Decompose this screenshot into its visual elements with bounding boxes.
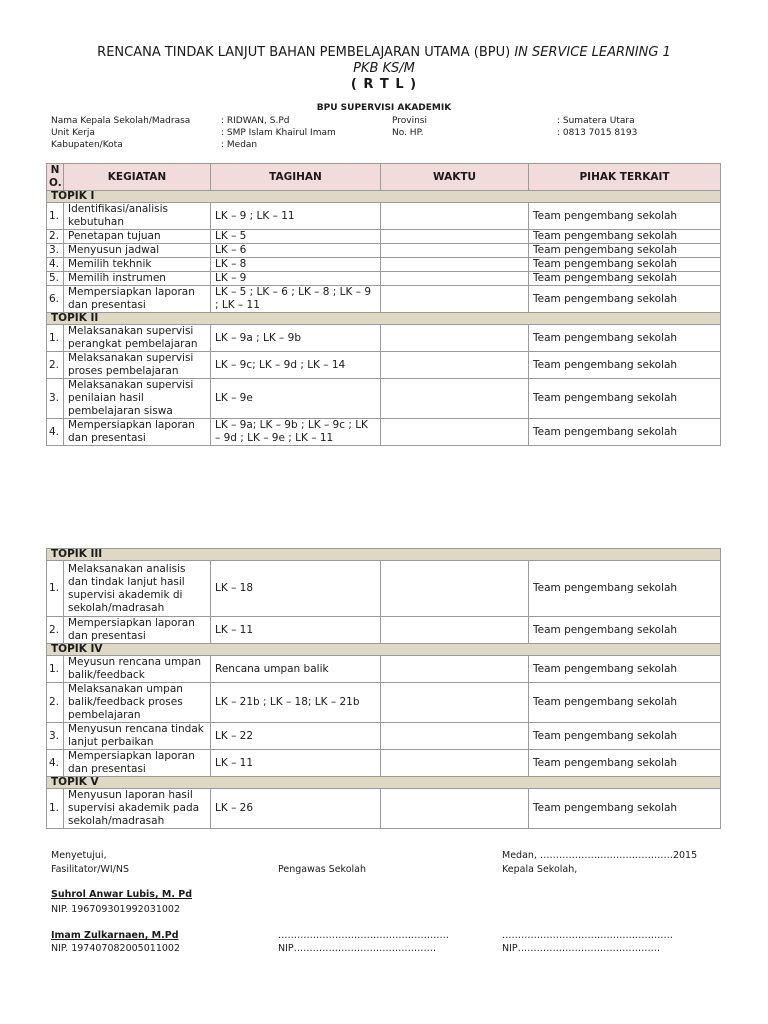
table-row [47, 561, 721, 617]
table-row [47, 617, 721, 644]
cell-kegiatan: Memilih instrumen [64, 272, 211, 286]
cell-no: 3. [47, 244, 64, 258]
title-line3: ( R T L ) [350, 77, 418, 92]
cell-waktu [381, 617, 529, 644]
cell-pihak: Team pengembang sekolah [529, 379, 721, 419]
table-row [47, 352, 721, 379]
signatory-name-2: Imam Zulkarnaen, M.Pd [51, 930, 179, 941]
cell-pihak: Team pengembang sekolah [529, 244, 721, 258]
cell-tagihan: LK – 11 [211, 750, 381, 777]
cell-tagihan: LK – 9a ; LK – 9b [211, 325, 381, 352]
cell-pihak: Team pengembang sekolah [529, 286, 721, 313]
cell-waktu [381, 379, 529, 419]
cell-tagihan: LK – 5 ; LK – 6 ; LK – 8 ; LK – 9 ; LK – 11 [211, 286, 381, 313]
cell-waktu [381, 750, 529, 777]
table-row [47, 789, 721, 829]
cell-tagihan: LK – 6 [211, 244, 381, 258]
header-no: N O. [47, 164, 64, 191]
cell-no: 1. [47, 203, 64, 230]
cell-tagihan: Rencana umpan balik [211, 656, 381, 683]
cell-waktu [381, 203, 529, 230]
pengawas-nip-line: NIP……………………………………… [278, 943, 437, 954]
cell-no: 4. [47, 419, 64, 446]
cell-no: 4. [47, 258, 64, 272]
cell-no: 3. [47, 723, 64, 750]
fasilitator-label: Fasilitator/WI/NS [51, 864, 130, 875]
table-header-row [47, 164, 721, 191]
info-labels-right [392, 115, 427, 139]
cell-waktu [381, 286, 529, 313]
cell-no: 5. [47, 272, 64, 286]
pengawas-label: Pengawas Sekolah [278, 864, 367, 875]
info-values-left [221, 115, 336, 151]
table-row [47, 286, 721, 313]
cell-kegiatan: Meyusun rencana umpan balik/feedback [64, 656, 211, 683]
prov-label: Provinsi [392, 116, 427, 126]
table-row [47, 750, 721, 777]
cell-pihak: Team pengembang sekolah [529, 325, 721, 352]
prov-value: : Sumatera Utara [557, 116, 635, 126]
table-row [47, 683, 721, 723]
menyetujui-label: Menyetujui, [51, 850, 107, 861]
cell-pihak: Team pengembang sekolah [529, 258, 721, 272]
cell-pihak: Team pengembang sekolah [529, 656, 721, 683]
cell-tagihan: LK – 9 [211, 272, 381, 286]
topic-row [47, 777, 721, 789]
hp-label: No. HP. [392, 128, 424, 138]
cell-tagihan: LK – 5 [211, 230, 381, 244]
cell-pihak: Team pengembang sekolah [529, 723, 721, 750]
cell-tagihan: LK – 9a; LK – 9b ; LK – 9c ; LK – 9d ; LK – 9e ; LK – 11 [211, 419, 381, 446]
cell-no: 2. [47, 230, 64, 244]
cell-kegiatan: Menyusun jadwal [64, 244, 211, 258]
cell-waktu [381, 244, 529, 258]
topic-row [47, 644, 721, 656]
cell-no: 1. [47, 656, 64, 683]
cell-no: 6. [47, 286, 64, 313]
cell-pihak: Team pengembang sekolah [529, 419, 721, 446]
cell-kegiatan: Menyusun rencana tindak lanjut perbaikan [64, 723, 211, 750]
cell-no: 3. [47, 379, 64, 419]
document-title [0, 45, 768, 61]
cell-kegiatan: Mempersiapkan laporan dan presentasi [64, 286, 211, 313]
cell-no: 4. [47, 750, 64, 777]
cell-no: 2. [47, 683, 64, 723]
cell-pihak: Team pengembang sekolah [529, 203, 721, 230]
info-values-right [557, 115, 637, 139]
table-row [47, 203, 721, 230]
cell-waktu [381, 789, 529, 829]
cell-pihak: Team pengembang sekolah [529, 272, 721, 286]
cell-tagihan: LK – 18 [211, 561, 381, 617]
cell-pihak: Team pengembang sekolah [529, 683, 721, 723]
rtl-table-part1 [46, 163, 721, 446]
kepala-value: : RIDWAN, S.Pd [221, 116, 290, 126]
topic-row [47, 549, 721, 561]
table-row [47, 419, 721, 446]
table-row [47, 723, 721, 750]
table-row [47, 230, 721, 244]
topic-row [47, 191, 721, 203]
cell-tagihan: LK – 11 [211, 617, 381, 644]
kepala-label: Nama Kepala Sekolah/Madrasa [51, 116, 191, 126]
signatory-nip-1: NIP. 196709301992031002 [51, 904, 180, 915]
medan-date: Medan, ……………………………………2015 [502, 850, 698, 861]
cell-tagihan: LK – 22 [211, 723, 381, 750]
table-row [47, 244, 721, 258]
title-italic: IN SERVICE LEARNING 1 [514, 45, 671, 60]
cell-waktu [381, 325, 529, 352]
table-row [47, 325, 721, 352]
signatory-name-1: Suhrol Anwar Lubis, M. Pd [51, 889, 193, 900]
cell-kegiatan: Memilih tekhnik [64, 258, 211, 272]
kab-value: : Medan [221, 140, 258, 150]
cell-kegiatan: Penetapan tujuan [64, 230, 211, 244]
table-row [47, 379, 721, 419]
cell-tagihan: LK – 9c; LK – 9d ; LK – 14 [211, 352, 381, 379]
cell-tagihan: LK – 8 [211, 258, 381, 272]
cell-kegiatan: Identifikasi/analisis kebutuhan [64, 203, 211, 230]
topic-label: TOPIK V [47, 777, 721, 789]
cell-pihak: Team pengembang sekolah [529, 230, 721, 244]
cell-kegiatan: Melaksanakan supervisi perangkat pembelajaran [64, 325, 211, 352]
cell-tagihan: LK – 26 [211, 789, 381, 829]
cell-no: 1. [47, 561, 64, 617]
cell-kegiatan: Mempersiapkan laporan dan presentasi [64, 617, 211, 644]
signatory-nip-2: NIP. 197407082005011002 [51, 943, 180, 954]
header-pihak: PIHAK TERKAIT [529, 164, 721, 191]
cell-kegiatan: Melaksanakan supervisi penilaian hasil pembelajaran siswa [64, 379, 211, 419]
cell-no: 2. [47, 352, 64, 379]
cell-kegiatan: Mempersiapkan laporan dan presentasi [64, 419, 211, 446]
rtl-table-part2 [46, 548, 721, 829]
topic-label: TOPIK IV [47, 644, 721, 656]
unit-label: Unit Kerja [51, 128, 95, 138]
kab-label: Kabupaten/Kota [51, 140, 123, 150]
cell-pihak: Team pengembang sekolah [529, 789, 721, 829]
header-tagihan: TAGIHAN [211, 164, 381, 191]
cell-pihak: Team pengembang sekolah [529, 750, 721, 777]
kepala-name-line: ……………………………………………… [502, 930, 673, 941]
unit-value: : SMP Islam Khairul Imam [221, 128, 336, 138]
table-row [47, 656, 721, 683]
cell-waktu [381, 352, 529, 379]
cell-no: 2. [47, 617, 64, 644]
cell-waktu [381, 561, 529, 617]
cell-no: 1. [47, 789, 64, 829]
cell-pihak: Team pengembang sekolah [529, 352, 721, 379]
cell-kegiatan: Melaksanakan umpan balik/feedback proses pembelajaran [64, 683, 211, 723]
kepala-sekolah-label: Kepala Sekolah, [502, 864, 578, 875]
topic-row [47, 313, 721, 325]
pengawas-name-line: ……………………………………………… [278, 930, 449, 941]
cell-waktu [381, 419, 529, 446]
cell-tagihan: LK – 9 ; LK – 11 [211, 203, 381, 230]
cell-tagihan: LK – 9e [211, 379, 381, 419]
kepala-nip-line: NIP……………………………………… [502, 943, 661, 954]
cell-waktu [381, 723, 529, 750]
title-line2: PKB KS/M [353, 61, 415, 76]
cell-tagihan: LK – 21b ; LK – 18; LK – 21b [211, 683, 381, 723]
cell-waktu [381, 272, 529, 286]
header-kegiatan: KEGIATAN [64, 164, 211, 191]
table-row [47, 272, 721, 286]
cell-pihak: Team pengembang sekolah [529, 561, 721, 617]
table-row [47, 258, 721, 272]
cell-kegiatan: Mempersiapkan laporan dan presentasi [64, 750, 211, 777]
cell-pihak: Team pengembang sekolah [529, 617, 721, 644]
header-waktu: WAKTU [381, 164, 529, 191]
subtitle: BPU SUPERVISI AKADEMIK [316, 103, 452, 113]
cell-waktu [381, 683, 529, 723]
cell-waktu [381, 258, 529, 272]
title-main: RENCANA TINDAK LANJUT BAHAN PEMBELAJARAN UTAMA (BPU) [97, 45, 511, 60]
cell-kegiatan: Melaksanakan supervisi proses pembelajaran [64, 352, 211, 379]
hp-value: : 0813 7015 8193 [557, 128, 638, 138]
topic-label: TOPIK I [47, 191, 721, 203]
cell-kegiatan: Menyusun laporan hasil supervisi akademik pada sekolah/madrasah [64, 789, 211, 829]
topic-label: TOPIK II [47, 313, 721, 325]
info-labels-left [51, 115, 190, 151]
cell-waktu [381, 656, 529, 683]
cell-kegiatan: Melaksanakan analisis dan tindak lanjut hasil supervisi akademik di sekolah/madrasah [64, 561, 211, 617]
cell-no: 1. [47, 325, 64, 352]
topic-label: TOPIK III [47, 549, 721, 561]
cell-waktu [381, 230, 529, 244]
